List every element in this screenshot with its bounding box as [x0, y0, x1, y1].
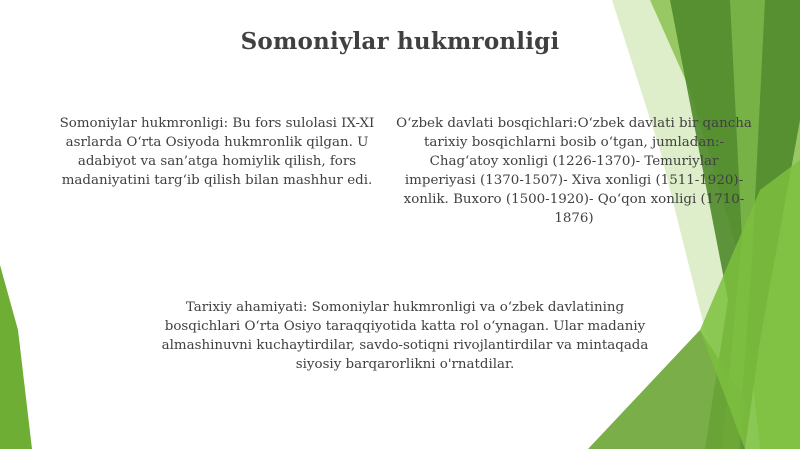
left-text-block: Somoniylar hukmronligi: Bu fors sulolasi IX-XI asrlarda O‘rta Osiyoda hukmronlik qilgan. U adabiyot va san’atga homiylik qilish, fors madaniyatini targ‘ib qilish bilan mashhur edi. — [59, 116, 375, 188]
bottom-text-block: Tarixiy ahamiyati: Somoniylar hukmronligi va o‘zbek davlatining bosqichlari O‘rta Osiyo taraqqiyotida katta rol o‘ynagan. Ular madaniy almashinuvni kuchaytirdilar, savdo-sotiqni rivojlantirdilar va mintaqada siyosiy barqarorlikni o'rnatdilar. — [161, 300, 649, 372]
right-text-block: O‘zbek davlati bosqichlari:O‘zbek davlati bir qancha tarixiy bosqichlarni bosib o‘tgan, jumladan:- Chag‘atoy xonligi (1226-1370)- Temuriylar imperiyasi (1370-1507)- Xiva xonligi (1511-1920)- xonlik. Buxoro (1500-1920)- Qo‘qon xonligi (1710-1876) — [396, 116, 752, 226]
left-green-shape — [0, 265, 32, 449]
slide-title: Somoniylar hukmronligi — [240, 28, 560, 55]
